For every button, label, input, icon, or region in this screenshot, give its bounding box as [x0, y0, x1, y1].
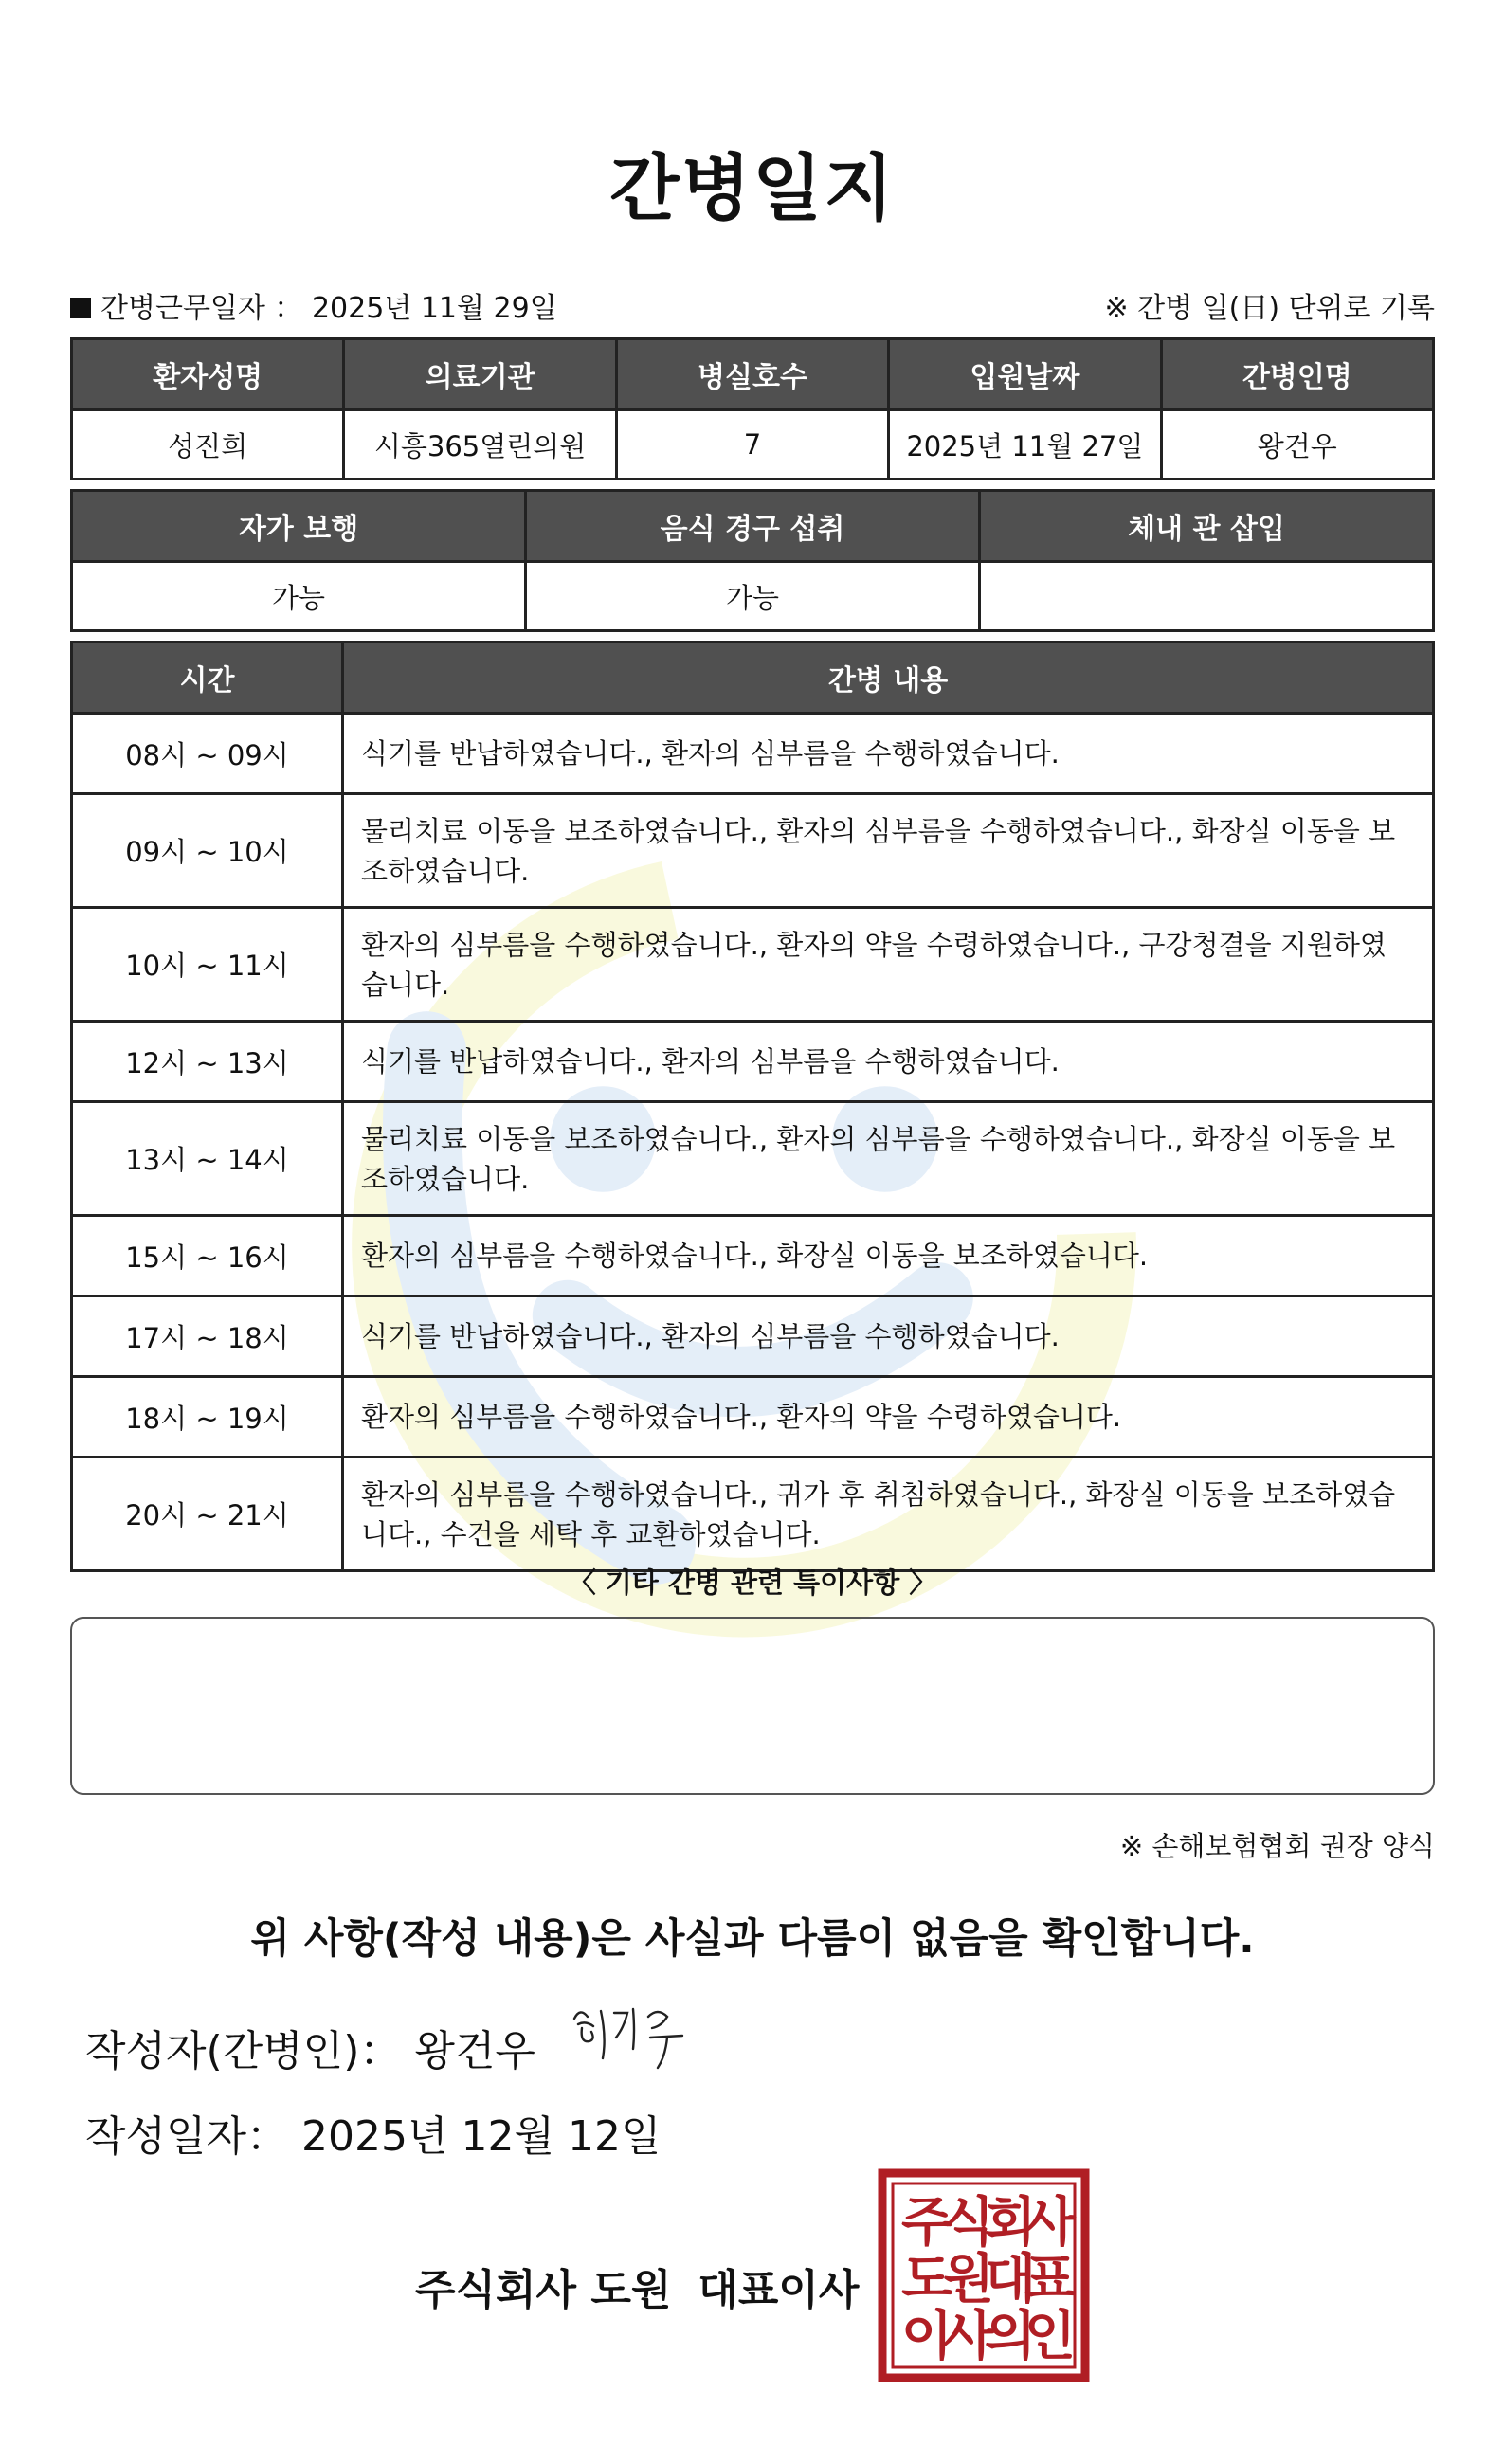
care-content: 식기를 반납하였습니다., 환자의 심부름을 수행하였습니다.	[343, 1022, 1434, 1102]
written-date-label: 작성일자：	[85, 2112, 289, 2161]
care-log-table	[70, 641, 1435, 1572]
document-title: 간병일지	[609, 146, 896, 230]
care-time: 09시 ~ 10시	[72, 794, 343, 908]
confirmation-statement: 위 사항(작성 내용)은 사실과 다름이 없음을 확인합니다.	[250, 1915, 1255, 1963]
header-time: 시간	[72, 643, 343, 714]
svg-text:표: 표	[1024, 2249, 1077, 2310]
header-room-number: 병실호수	[616, 339, 888, 410]
header-admission-date: 입원날짜	[889, 339, 1161, 410]
special-notes-title: 〈 기타 간병 관련 특이사항 〉	[568, 1567, 937, 1599]
status-value-row	[72, 562, 1434, 631]
work-date-label: 간병근무일자 ：	[100, 292, 303, 325]
care-time: 08시 ~ 09시	[72, 714, 343, 794]
care-content: 환자의 심부름을 수행하였습니다., 환자의 약을 수령하였습니다.	[343, 1377, 1434, 1458]
unit-note: ※ 간병 일(日) 단위로 기록	[1104, 292, 1435, 325]
svg-text:원: 원	[942, 2249, 995, 2310]
patient-name: 성진희	[72, 410, 344, 480]
svg-text:도: 도	[900, 2249, 953, 2310]
care-time: 10시 ~ 11시	[72, 908, 343, 1022]
header-patient-name: 환자성명	[72, 339, 344, 410]
care-content: 환자의 심부름을 수행하였습니다., 화장실 이동을 보조하였습니다.	[343, 1216, 1434, 1296]
care-content: 환자의 심부름을 수행하였습니다., 귀가 후 취침하였습니다., 화장실 이동을 보조하였습니다., 수건을 세탁 후 교환하였습니다.	[343, 1458, 1434, 1571]
patient-status-table	[70, 489, 1435, 632]
company-line	[415, 2256, 859, 2316]
care-content: 식기를 반납하였습니다., 환자의 심부름을 수행하였습니다.	[343, 1296, 1434, 1377]
svg-text:이: 이	[900, 2306, 953, 2367]
table-row	[72, 714, 1434, 794]
svg-text:사: 사	[1024, 2192, 1077, 2254]
special-notes-box	[70, 1617, 1435, 1795]
patient-value-row	[72, 410, 1434, 480]
table-row	[72, 1102, 1434, 1216]
care-content: 물리치료 이동을 보조하였습니다., 환자의 심부름을 수행하였습니다., 화장실 이동을 보조하였습니다.	[343, 794, 1434, 908]
room-number: 7	[616, 410, 888, 480]
svg-text:의: 의	[984, 2306, 1037, 2367]
header-care-content: 간병 내용	[343, 643, 1434, 714]
care-time: 12시 ~ 13시	[72, 1022, 343, 1102]
table-row	[72, 794, 1434, 908]
oral-intake-value: 가능	[526, 562, 980, 631]
care-header-row	[72, 643, 1434, 714]
writer-name: 왕건우	[414, 2027, 535, 2075]
self-walking-value: 가능	[72, 562, 526, 631]
svg-text:인: 인	[1024, 2306, 1077, 2367]
svg-text:사: 사	[942, 2306, 995, 2367]
written-date-value: 2025년 12월 12일	[301, 2112, 662, 2161]
header-tube-insertion: 체내 관 삽입	[980, 491, 1434, 562]
header-oral-intake: 음식 경구 섭취	[526, 491, 980, 562]
care-content: 환자의 심부름을 수행하였습니다., 환자의 약을 수령하였습니다., 구강청결을 지원하였습니다.	[343, 908, 1434, 1022]
patient-header-row	[72, 339, 1434, 410]
header-hospital: 의료기관	[344, 339, 616, 410]
care-time: 13시 ~ 14시	[72, 1102, 343, 1216]
writer-label: 작성자(간병인)：	[85, 2027, 402, 2075]
svg-text:대: 대	[984, 2249, 1037, 2310]
patient-info-table	[70, 337, 1435, 480]
square-bullet-icon	[70, 298, 91, 318]
svg-text:회: 회	[984, 2192, 1037, 2254]
care-time: 18시 ~ 19시	[72, 1377, 343, 1458]
company-name: 주식회사 도원	[415, 2266, 672, 2314]
work-date-value: 2025년 11월 29일	[311, 292, 557, 325]
table-row	[72, 1458, 1434, 1571]
table-row	[72, 1022, 1434, 1102]
header-caregiver-name: 간병인명	[1161, 339, 1433, 410]
form-source-note: ※ 손해보험협회 권장 양식	[1119, 1830, 1435, 1862]
table-row	[72, 1216, 1434, 1296]
written-date-line	[85, 2102, 661, 2163]
header-self-walking: 자가 보행	[72, 491, 526, 562]
caregiver-name: 왕건우	[1161, 410, 1433, 480]
table-row	[72, 908, 1434, 1022]
admission-date: 2025년 11월 27일	[889, 410, 1161, 480]
handwritten-signature	[567, 2000, 698, 2075]
hospital-name: 시흥365열린의원	[344, 410, 616, 480]
table-row	[72, 1377, 1434, 1458]
care-content: 식기를 반납하였습니다., 환자의 심부름을 수행하였습니다.	[343, 714, 1434, 794]
tube-insertion-value	[980, 562, 1434, 631]
company-seal-stamp	[878, 2168, 1090, 2382]
work-date	[70, 284, 557, 326]
table-row	[72, 1296, 1434, 1377]
care-time: 20시 ~ 21시	[72, 1458, 343, 1571]
care-time: 17시 ~ 18시	[72, 1296, 343, 1377]
svg-text:주: 주	[900, 2192, 953, 2254]
status-header-row	[72, 491, 1434, 562]
care-content: 물리치료 이동을 보조하였습니다., 환자의 심부름을 수행하였습니다., 화장실 이동을 보조하였습니다.	[343, 1102, 1434, 1216]
care-time: 15시 ~ 16시	[72, 1216, 343, 1296]
representative-title: 대표이사	[698, 2266, 860, 2314]
svg-text:식: 식	[942, 2192, 995, 2254]
writer-line	[85, 2017, 535, 2077]
